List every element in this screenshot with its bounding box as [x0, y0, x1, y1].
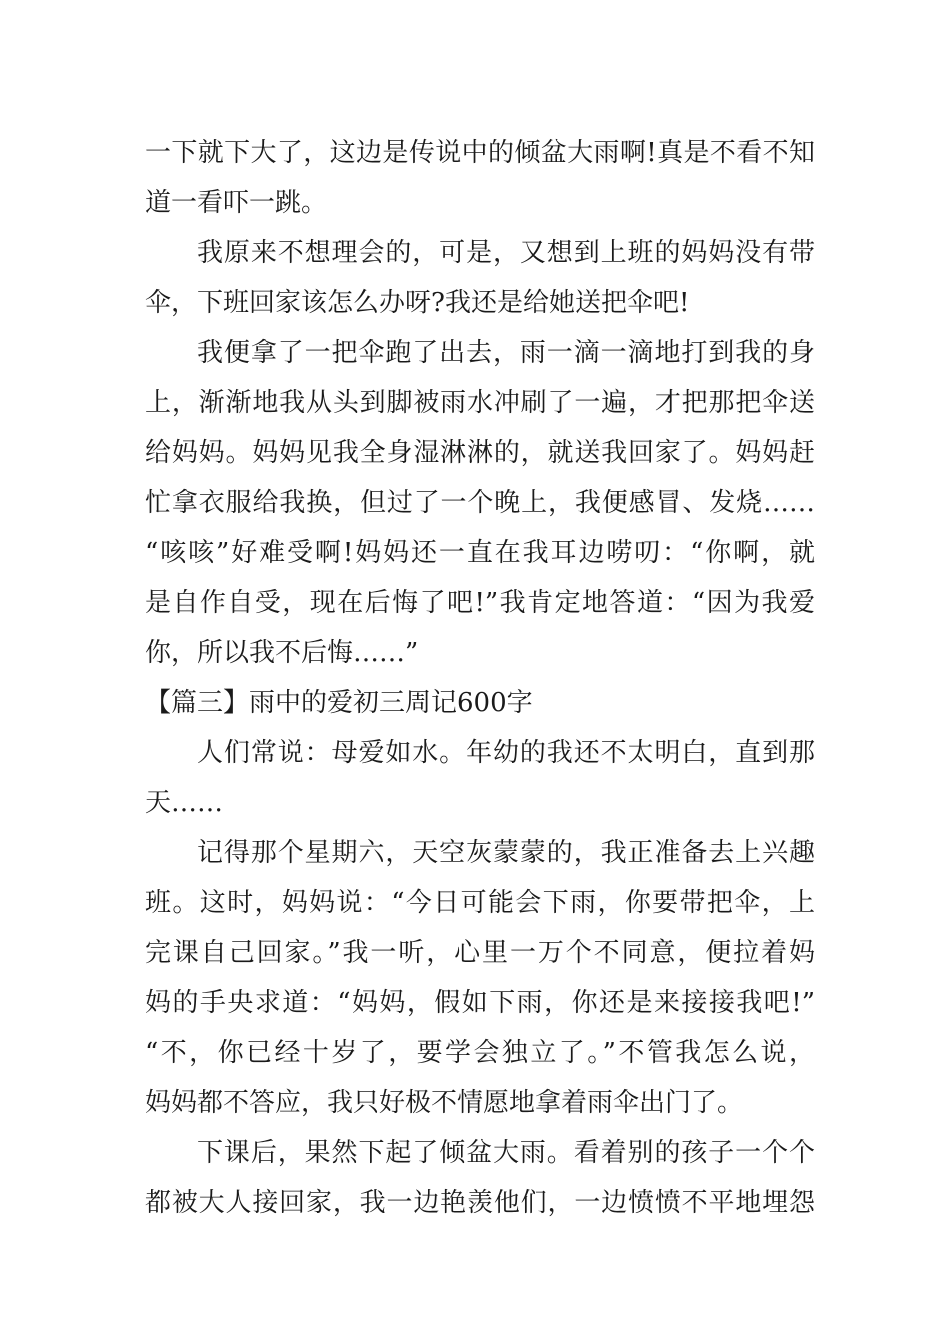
text-line: 一下就下大了，这边是传说中的倾盆大雨啊!真是不看不知: [145, 138, 815, 168]
text-line: 妈妈都不答应，我只好极不情愿地拿着雨伞出门了。: [145, 1088, 744, 1118]
text-line: “不，你已经十岁了，要学会独立了。”不管我怎么说，: [145, 1038, 815, 1068]
text-line: 你，所以我不后悔……”: [145, 638, 419, 668]
section-heading: 【篇三】雨中的爱初三周记600字: [145, 688, 533, 718]
text-line: 记得那个星期六，天空灰蒙蒙的，我正准备去上兴趣: [197, 838, 815, 868]
text-line: 我便拿了一把伞跑了出去，雨一滴一滴地打到我的身: [197, 338, 815, 368]
text-line: 天……: [145, 788, 224, 818]
document-body: [145, 128, 815, 1228]
text-line: 给妈妈。妈妈见我全身湿淋淋的，就送我回家了。妈妈赶: [145, 438, 815, 468]
text-line: 道一看吓一跳。: [145, 188, 328, 218]
text-line: 我原来不想理会的，可是，又想到上班的妈妈没有带: [197, 238, 815, 268]
text-line: 是自作自受，现在后悔了吧!”我肯定地答道：“因为我爱: [145, 588, 815, 618]
text-line: 上，渐渐地我从头到脚被雨水冲刷了一遍，才把那把伞送: [145, 388, 815, 418]
text-line: 完课自己回家。”我一听，心里一万个不同意，便拉着妈: [145, 938, 815, 968]
text-line: 伞，下班回家该怎么办呀?我还是给她送把伞吧!: [145, 288, 690, 318]
text-line: 妈的手央求道：“妈妈，假如下雨，你还是来接接我吧!”: [145, 988, 815, 1018]
text-line: “咳咳”好难受啊!妈妈还一直在我耳边唠叨：“你啊，就: [145, 538, 815, 568]
text-line: 班。这时，妈妈说：“今日可能会下雨，你要带把伞，上: [145, 888, 815, 918]
text-line: 都被大人接回家，我一边艳羡他们，一边愤愤不平地埋怨: [145, 1188, 815, 1218]
text-line: 忙拿衣服给我换，但过了一个晚上，我便感冒、发烧……: [145, 488, 815, 518]
text-line: 人们常说：母爱如水。年幼的我还不太明白，直到那: [197, 738, 815, 768]
text-line: 下课后，果然下起了倾盆大雨。看着别的孩子一个个: [197, 1138, 815, 1168]
